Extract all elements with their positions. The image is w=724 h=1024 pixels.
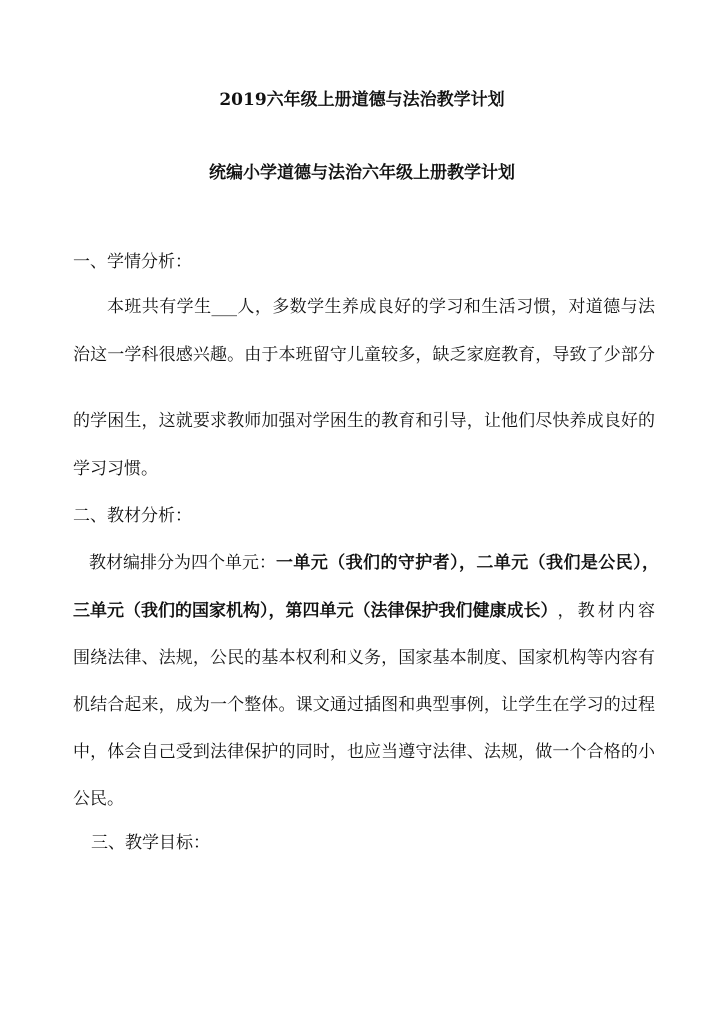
paragraph-line: 本班共有学生___人，多数学生养成良好的学习和生活习惯，对道德与法 xyxy=(107,297,655,317)
units-bold-text: 三单元（我们的国家机构），第四单元（法律保护我们健康成长） xyxy=(73,601,558,621)
paragraph-line: 机结合起来，成为一个整体。课文通过插图和典型事例，让学生在学习的过程 xyxy=(73,695,655,715)
section-heading-student-analysis: 一、学情分析： xyxy=(73,252,192,272)
paragraph-line: 围绕法律、法规，公民的基本权利和义务，国家基本制度、国家机构等内容有 xyxy=(73,648,655,668)
paragraph-line: 的学困生，这就要求教师加强对学困生的教育和引导，让他们尽快养成良好的 xyxy=(73,411,655,431)
section-heading-teaching-goals: 三、教学目标： xyxy=(91,833,210,853)
paragraph-line: 公民。 xyxy=(73,789,124,809)
section-heading-textbook-analysis: 二、教材分析： xyxy=(73,506,192,526)
paragraph-line: 学习习惯。 xyxy=(73,459,158,479)
paragraph-text: ，教材内容 xyxy=(557,601,655,621)
paragraph-line xyxy=(89,552,659,574)
paragraph-line: 中，体会自己受到法律保护的同时，也应当遵守法律、法规，做一个合格的小 xyxy=(73,742,655,762)
paragraph-line: 治这一学科很感兴趣。由于本班留守儿童较多，缺乏家庭教育，导致了少部分 xyxy=(73,345,655,365)
document-title: 2019六年级上册道德与法治教学计划 xyxy=(219,90,505,110)
intro-text: 教材编排分为四个单元： xyxy=(89,553,276,573)
document-subtitle: 统编小学道德与法治六年级上册教学计划 xyxy=(209,163,515,183)
units-bold-text: 一单元（我们的守护者），二单元（我们是公民）， xyxy=(276,553,659,573)
paragraph-line xyxy=(73,600,655,622)
